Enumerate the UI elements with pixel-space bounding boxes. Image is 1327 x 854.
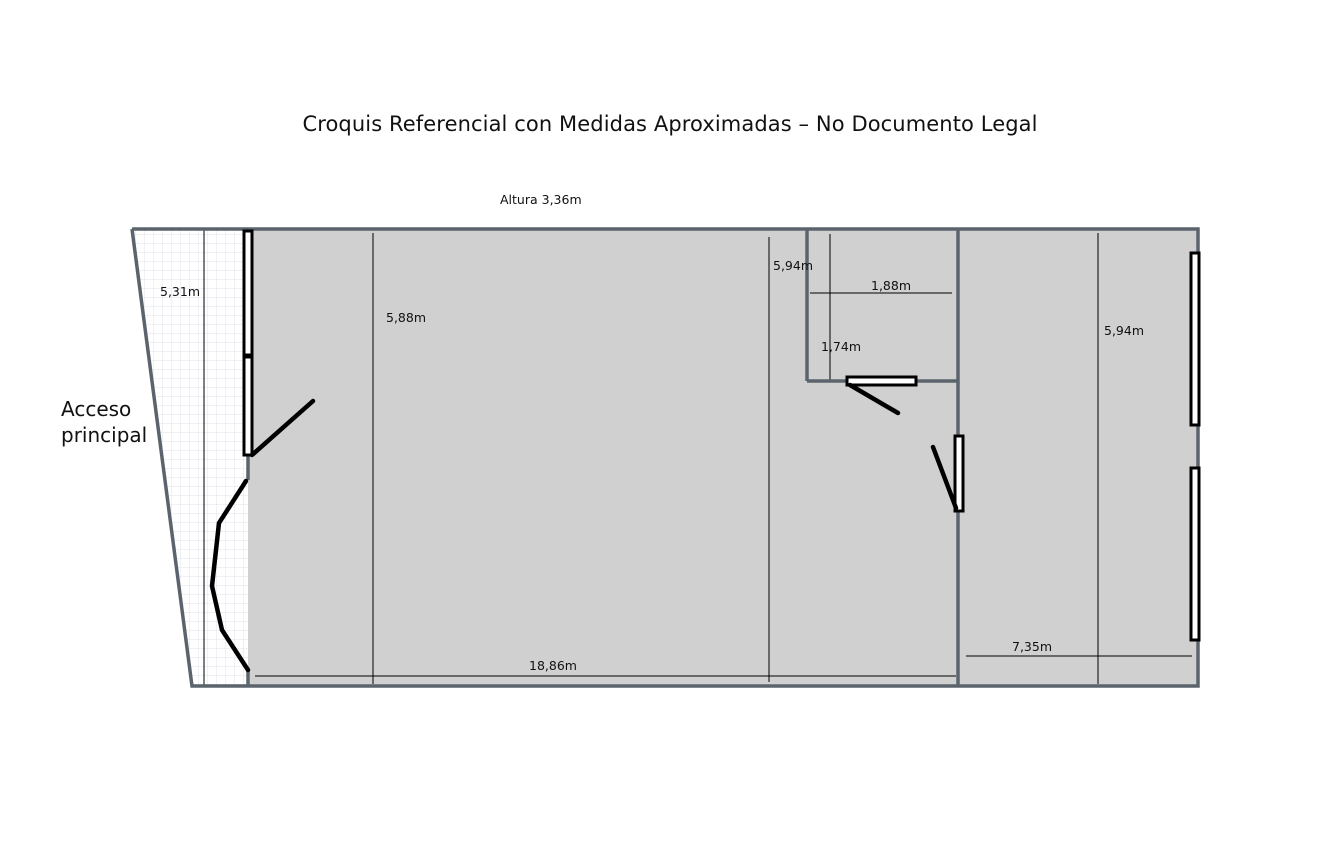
dim-right-room-length: 7,35m xyxy=(1012,639,1053,654)
window-small-room xyxy=(847,377,916,385)
access-label-line2: principal xyxy=(61,423,148,447)
dim-small-room-depth: 1,74m xyxy=(821,339,862,354)
window-entry-upper xyxy=(244,231,252,355)
window-right-lower xyxy=(1191,468,1199,640)
window-partition xyxy=(955,436,963,511)
dim-small-room-width: 1,88m xyxy=(871,278,912,293)
window-entry-lower xyxy=(244,357,252,455)
access-label xyxy=(61,396,147,448)
access-label-line1: Acceso xyxy=(61,397,132,421)
dim-right-room-depth: 5,94m xyxy=(1104,323,1145,338)
page-title: Croquis Referencial con Medidas Aproximadas – No Documento Legal xyxy=(302,112,1038,136)
dim-main-depth: 5,88m xyxy=(386,310,427,325)
height-label: Altura 3,36m xyxy=(500,192,582,207)
dim-entry-width: 5,31m xyxy=(160,284,201,299)
window-right-upper xyxy=(1191,253,1199,425)
dim-total-length: 18,86m xyxy=(529,658,577,673)
main-floor xyxy=(248,229,1198,686)
dim-room-height-left: 5,94m xyxy=(773,258,814,273)
